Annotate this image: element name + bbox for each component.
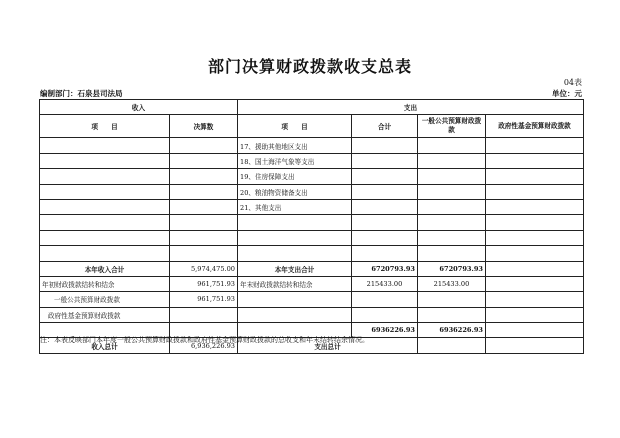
gov-fund-header: 政府性基金预算财政拨款 bbox=[486, 115, 584, 138]
expense-total-total: 6720793.93 bbox=[352, 261, 418, 276]
expense-item: 18、国土海洋气象等支出 bbox=[238, 153, 352, 168]
gov-fund-row bbox=[40, 307, 584, 322]
annual-total-row bbox=[40, 261, 584, 276]
summary-table bbox=[39, 99, 584, 354]
begin-carryover-value: 961,751.93 bbox=[170, 276, 238, 291]
sum-total: 6936226.93 bbox=[352, 323, 418, 338]
end-carryover-total: 215433.00 bbox=[352, 276, 418, 291]
gov-fund-label: 政府性基金预算财政拨款 bbox=[40, 307, 170, 322]
unit-label: 单位：元 bbox=[552, 89, 582, 98]
expense-item: 17、援助其他地区支出 bbox=[238, 138, 352, 153]
form-code: 04表 bbox=[563, 78, 582, 87]
footnote: 注：本表反映部门本年度一般公共预算财政拨款和政府性基金预算财政拨款的总收支和年末结转结余情况。 bbox=[40, 336, 369, 344]
table-row bbox=[40, 184, 584, 199]
header-row-2 bbox=[40, 115, 584, 138]
general-budget-row bbox=[40, 292, 584, 307]
begin-carryover-label: 年初财政拨款结转和结余 bbox=[40, 276, 170, 291]
general-budget-value: 961,751.93 bbox=[170, 292, 238, 307]
income-item-header: 项 目 bbox=[40, 115, 170, 138]
expense-sum-label: 支出总计 bbox=[238, 338, 418, 353]
income-sum-value: 6,936,226.93 bbox=[170, 338, 238, 353]
general-budget-label: 一般公共预算财政拨款 bbox=[40, 292, 170, 307]
expense-total-general: 6720793.93 bbox=[418, 261, 486, 276]
header-row-1 bbox=[40, 100, 584, 115]
income-total-label: 本年收入合计 bbox=[40, 261, 170, 276]
income-sum-label: 收入总计 bbox=[40, 338, 170, 353]
end-carryover-label: 年末财政拨款结转和结余 bbox=[238, 276, 352, 291]
expense-item: 21、其他支出 bbox=[238, 199, 352, 214]
end-carryover-general: 215433.00 bbox=[418, 276, 486, 291]
table-row bbox=[40, 153, 584, 168]
income-total-value: 5,974,475.00 bbox=[170, 261, 238, 276]
carryover-row bbox=[40, 276, 584, 291]
table-row bbox=[40, 215, 584, 230]
table-row bbox=[40, 138, 584, 153]
final-amount-header: 决算数 bbox=[170, 115, 238, 138]
general-budget-header: 一般公共预算财政拨款 bbox=[418, 115, 486, 138]
table-row bbox=[40, 199, 584, 214]
table-row bbox=[40, 230, 584, 245]
expense-header: 支出 bbox=[238, 100, 584, 115]
total-header: 合计 bbox=[352, 115, 418, 138]
expense-item: 20、粮油物资储备支出 bbox=[238, 184, 352, 199]
org-label: 编制部门：石泉县司法局 bbox=[40, 89, 123, 98]
sum-general: 6936226.93 bbox=[418, 323, 486, 338]
expense-item-header: 项 目 bbox=[238, 115, 352, 138]
expense-item: 19、住房保障支出 bbox=[238, 169, 352, 184]
page-title: 部门决算财政拨款收支总表 bbox=[207, 57, 412, 76]
table-row bbox=[40, 246, 584, 261]
expense-total-label: 本年支出合计 bbox=[238, 261, 352, 276]
table-row bbox=[40, 169, 584, 184]
income-header: 收入 bbox=[40, 100, 238, 115]
